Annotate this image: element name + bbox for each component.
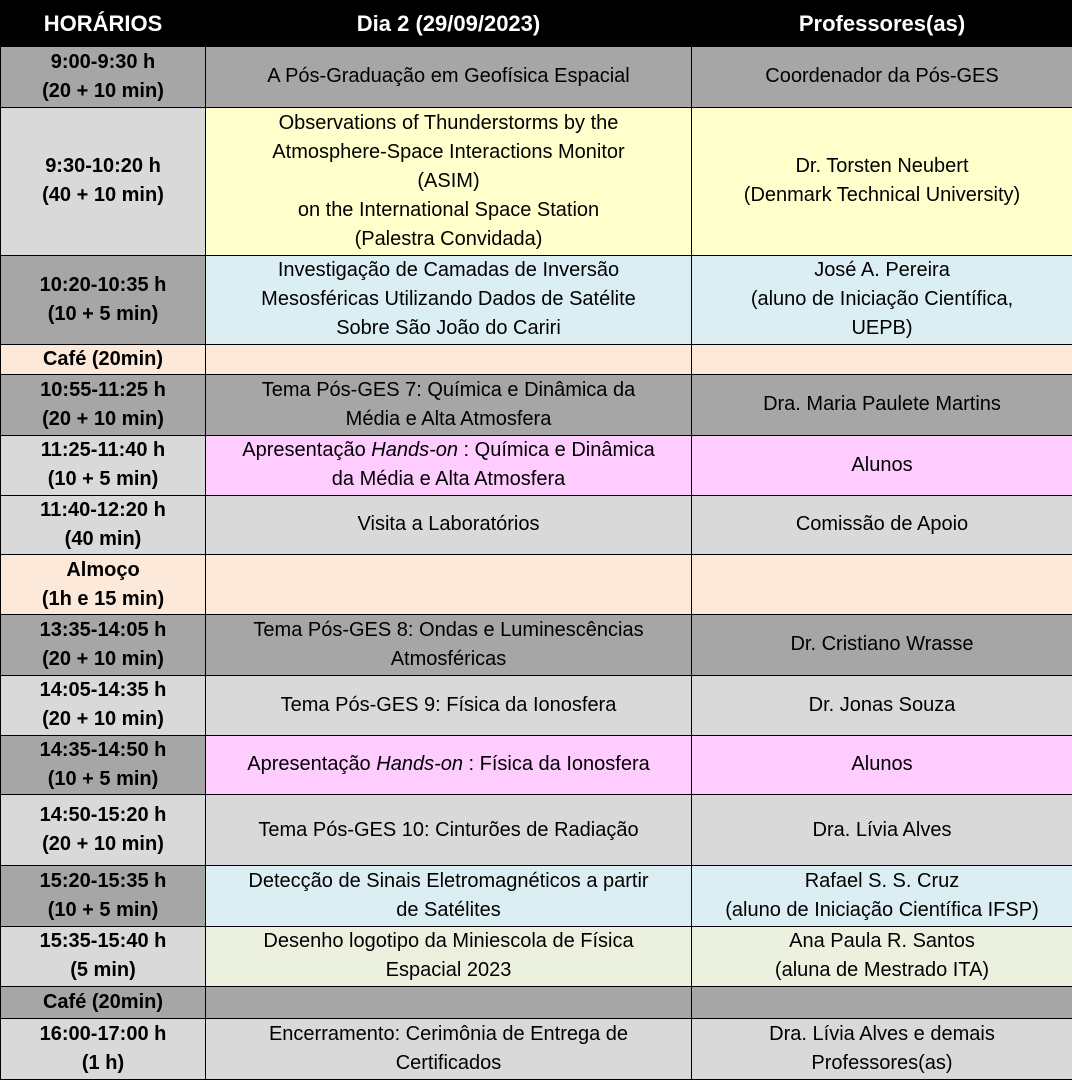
session-title-line: (ASIM) [417,169,480,192]
speaker-cell-line: Coordenador da Pós-GES [765,65,999,88]
speaker-cell-line: (Denmark Technical University) [743,184,1021,207]
time-cell [1,107,206,255]
session-title-line [208,750,689,779]
time-cell [1,675,206,735]
session-title-line: Mesosféricas Utilizando Dados de Satélite [261,288,636,311]
schedule-row [1,986,1072,1018]
speaker-cell-line: (aluno de Iniciação Científica IFSP) [725,899,1039,922]
schedule-row [1,344,1072,374]
session-title-line: Encerramento: Cerimônia de Entrega de [268,1023,629,1046]
time-cell-line: (5 min) [70,959,136,982]
schedule-row [1,675,1072,735]
time-cell [1,435,206,495]
speaker-cell-line: Dr. Cristiano Wrasse [790,633,974,656]
time-cell [1,375,206,436]
time-cell [1,926,206,986]
speaker-cell [692,375,1072,436]
time-cell-line: Almoço [66,558,140,581]
time-cell-line: 11:40-12:20 h [40,498,166,521]
time-cell-line: (1 h) [81,1052,125,1075]
session-title-line: de Satélites [396,899,501,922]
session-title-cell [206,1019,692,1080]
header-day: Dia 2 (29/09/2023) [206,1,692,47]
time-cell-line: (1h e 15 min) [41,587,165,610]
time-cell [1,344,206,374]
session-title-line: Atmosféricas [390,647,507,670]
session-title-line: Sobre São João do Cariri [336,317,561,340]
speaker-cell [692,795,1072,866]
speaker-cell-line: Comissão de Apoio [795,513,969,536]
speaker-cell-line: Dra. Lívia Alves [812,818,952,841]
time-cell-line: (20 + 10 min) [42,647,164,670]
session-title-italic: Hands-on [376,753,463,776]
schedule-row [1,47,1072,108]
session-title-line: A Pós-Graduação em Geofísica Espacial [267,65,630,88]
speaker-cell [692,255,1072,344]
schedule-row [1,495,1072,555]
session-title-cell [206,795,692,866]
time-cell [1,495,206,555]
schedule-row [1,555,1072,615]
session-title-cell [206,255,692,344]
header-row [1,1,1072,47]
session-title-cell [206,495,692,555]
time-cell-line: 9:30-10:20 h [45,155,161,178]
session-title-line: Observations of Thunderstorms by the [278,111,619,134]
time-cell-line: 9:00-9:30 h [50,50,156,73]
schedule-row [1,107,1072,255]
time-cell-line: 14:35-14:50 h [39,738,167,761]
schedule-row [1,435,1072,495]
schedule-body [1,47,1072,1080]
time-cell-line: Café (20min) [42,990,164,1013]
time-cell-line: (10 + 5 min) [47,899,159,922]
session-title-suffix: : Química e Dinâmica [457,439,655,462]
speaker-cell [692,107,1072,255]
session-title-line: Detecção de Sinais Eletromagnéticos a partir [248,870,649,893]
schedule-row [1,615,1072,676]
time-cell [1,615,206,676]
session-title-line: Investigação de Camadas de Inversão [277,259,620,282]
speaker-cell [692,735,1072,795]
speaker-cell [692,495,1072,555]
speaker-cell [692,675,1072,735]
time-cell-line: (20 + 10 min) [42,833,164,856]
time-cell [1,866,206,927]
schedule-row [1,926,1072,986]
session-title-line: Espacial 2023 [385,959,512,982]
schedule-row [1,866,1072,927]
time-cell-line: 11:25-11:40 h [40,439,166,462]
session-title-line: Certificados [395,1052,502,1075]
session-title-line: Tema Pós-GES 8: Ondas e Luminescências [253,618,644,641]
speaker-cell [692,866,1072,927]
speaker-cell [692,1019,1072,1080]
session-title-cell [206,344,692,374]
speaker-cell [692,926,1072,986]
speaker-cell-line: Professores(as) [811,1052,953,1075]
time-cell-line: (20 + 10 min) [42,407,164,430]
time-cell [1,795,206,866]
speaker-cell [692,555,1072,615]
time-cell [1,1019,206,1080]
session-title-line [208,436,689,465]
session-title-line: Tema Pós-GES 10: Cinturões de Radiação [258,818,639,841]
speaker-cell [692,986,1072,1018]
speaker-cell-line: (aluna de Mestrado ITA) [774,959,990,982]
session-title-line: Visita a Laboratórios [357,513,540,536]
schedule-row [1,1019,1072,1080]
session-title-prefix: Apresentação [242,439,372,462]
time-cell-line: 15:35-15:40 h [39,930,167,953]
time-cell-line: 14:05-14:35 h [39,679,167,702]
speaker-cell-line: Ana Paula R. Santos [789,930,975,953]
speaker-cell [692,47,1072,108]
session-title-line: Tema Pós-GES 7: Química e Dinâmica da [261,378,636,401]
session-title-cell [206,735,692,795]
session-title-cell [206,675,692,735]
time-cell-line: 16:00-17:00 h [39,1023,167,1046]
session-title-cell [206,615,692,676]
session-title-line: Tema Pós-GES 9: Física da Ionosfera [280,693,617,716]
speaker-cell [692,615,1072,676]
session-title-cell [206,926,692,986]
time-cell-line: 14:50-15:20 h [39,804,167,827]
time-cell-line: (10 + 5 min) [47,767,159,790]
time-cell-line: (20 + 10 min) [42,708,164,731]
session-title-cell [206,435,692,495]
session-title-italic: Hands-on [371,439,458,462]
session-title-prefix: Apresentação [247,753,377,776]
time-cell-line: (40 min) [64,527,142,550]
speaker-cell [692,435,1072,495]
session-title-cell [206,107,692,255]
time-cell-line: (40 + 10 min) [42,184,164,207]
time-cell-line: Café (20min) [42,347,164,370]
schedule-row [1,735,1072,795]
session-title-cell [206,375,692,436]
speaker-cell-line: Rafael S. S. Cruz [804,870,960,893]
schedule-row [1,375,1072,436]
speaker-cell-line: Dra. Lívia Alves e demais [769,1023,995,1046]
speaker-cell-line: Dr. Jonas Souza [808,693,956,716]
schedule-row [1,795,1072,866]
session-title-cell [206,986,692,1018]
session-title-line: on the International Space Station [297,198,600,221]
session-title-line: (Palestra Convidada) [354,227,543,250]
session-title-line: Atmosphere-Space Interactions Monitor [272,140,625,163]
time-cell [1,735,206,795]
speaker-cell-line: Dr. Torsten Neubert [795,155,969,178]
time-cell-line: 15:20-15:35 h [39,870,167,893]
time-cell-line: 10:55-11:25 h [40,378,166,401]
session-title-cell [206,866,692,927]
schedule-row [1,255,1072,344]
speaker-cell-line: UEPB) [851,317,913,340]
session-title-line: da Média e Alta Atmosfera [331,468,566,491]
session-title-line: Média e Alta Atmosfera [345,407,552,430]
time-cell [1,255,206,344]
session-title-cell [206,47,692,108]
header-professores: Professores(as) [692,1,1072,47]
session-title-suffix: : Física da Ionosfera [462,753,650,776]
session-title-cell [206,555,692,615]
speaker-cell-line: Dra. Maria Paulete Martins [763,393,1001,416]
header-horarios: HORÁRIOS [1,1,206,47]
time-cell-line: 13:35-14:05 h [39,618,167,641]
time-cell-line: (10 + 5 min) [47,468,159,491]
speaker-cell-line: (aluno de Iniciação Científica, [750,288,1014,311]
session-title-line: Desenho logotipo da Miniescola de Física [263,930,634,953]
time-cell [1,555,206,615]
time-cell-line: 10:20-10:35 h [39,273,167,296]
time-cell-line: (20 + 10 min) [42,79,164,102]
time-cell [1,986,206,1018]
time-cell [1,47,206,108]
speaker-cell-line: Alunos [851,753,913,776]
time-cell-line: (10 + 5 min) [47,302,159,325]
speaker-cell-line: Alunos [851,453,913,476]
speaker-cell [692,344,1072,374]
speaker-cell-line: José A. Pereira [814,259,950,282]
